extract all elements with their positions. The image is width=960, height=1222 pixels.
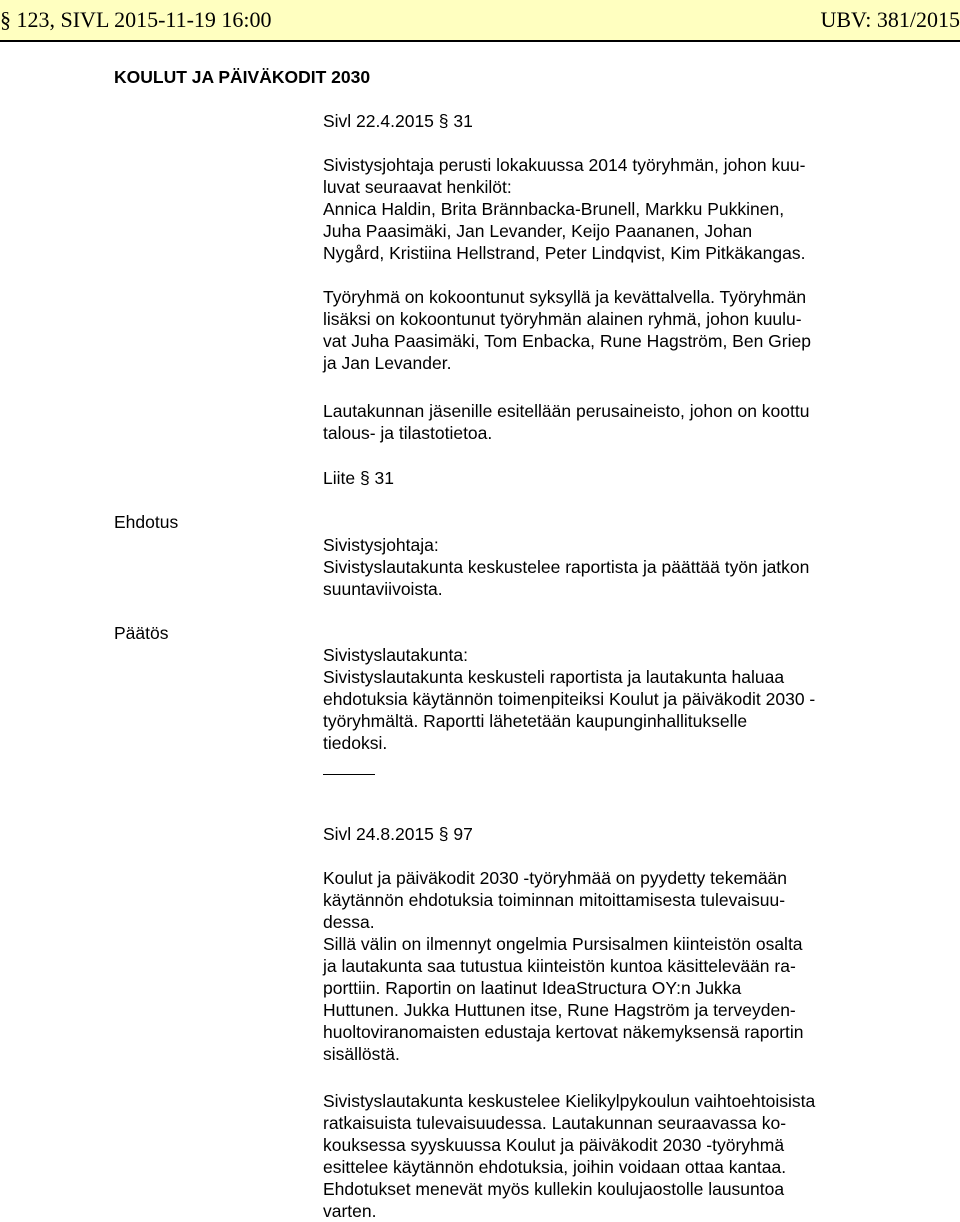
text-line: Koulut ja päiväkodit 2030 -työryhmää on pyydetty tekemään	[323, 868, 788, 888]
text-line: Sivistysjohtaja:	[323, 535, 439, 555]
attachment-reference: Liite § 31	[323, 468, 395, 488]
text-line: Nygård, Kristiina Hellstrand, Peter Lindqvist, Kim Pitkäkangas.	[323, 243, 806, 263]
text-line: ratkaisuista tulevaisuudessa. Lautakunnan seuraavassa ko-	[323, 1113, 787, 1133]
text-line: työryhmältä. Raportti lähetetään kaupunginhallitukselle	[323, 711, 748, 731]
text-line: Sillä välin on ilmennyt ongelmia Pursisalmen kiinteistön osalta	[323, 934, 803, 954]
decision-text	[323, 644, 883, 754]
paragraph-follow-up	[323, 867, 883, 1065]
text-line: vat Juha Paasimäki, Tom Enbacka, Rune Hagström, Ben Griep	[323, 331, 811, 351]
text-line: luvat seuraavat henkilöt:	[323, 177, 512, 197]
text-line: Sivistyslautakunta:	[323, 645, 468, 665]
text-line: talous- ja tilastotietoa.	[323, 423, 493, 443]
text-line: Työryhmä on kokoontunut syksyllä ja kevättalvella. Työryhmän	[323, 287, 807, 307]
text-line: Lautakunnan jäsenille esitellään perusaineisto, johon on koottu	[323, 401, 810, 421]
meeting-2-heading: Sivl 24.8.2015 § 97	[323, 824, 473, 844]
paragraph-material	[323, 400, 883, 444]
text-line: ja Jan Levander.	[323, 353, 452, 373]
text-line: Annica Haldin, Brita Brännbacka-Brunell, Markku Pukkinen,	[323, 199, 785, 219]
text-line: varten.	[323, 1201, 377, 1221]
text-line: porttiin. Raportin on laatinut IdeaStructura OY:n Jukka	[323, 978, 742, 998]
text-line: tiedoksi.	[323, 733, 388, 753]
paragraph-meetings	[323, 286, 883, 374]
text-line: Huttunen. Jukka Huttunen itse, Rune Hagström ja terveyden-	[323, 1000, 796, 1020]
text-line: esittelee käytännön ehdotuksia, joihin voidaan ottaa kantaa.	[323, 1157, 787, 1177]
text-line: sisällöstä.	[323, 1044, 400, 1064]
label-proposal: Ehdotus	[114, 512, 179, 532]
paragraph-language-school	[323, 1090, 883, 1222]
text-line: ja lautakunta saa tutustua kiinteistön kuntoa käsittelevään ra-	[323, 956, 796, 976]
text-line: Sivistyslautakunta keskusteli raportista ja lautakunta haluaa	[323, 667, 785, 687]
text-line: Ehdotukset menevät myös kullekin koulujaostolle lausuntoa	[323, 1179, 785, 1199]
meeting-1-heading: Sivl 22.4.2015 § 31	[323, 111, 473, 131]
label-decision: Päätös	[114, 623, 169, 643]
text-line: kouksessa syyskuussa Koulut ja päiväkodit 2030 -työryhmä	[323, 1135, 785, 1155]
text-line: Sivistysjohtaja perusti lokakuussa 2014 työryhmän, johon kuu-	[323, 155, 806, 175]
proposal-text	[323, 534, 883, 600]
text-line: lisäksi on kokoontunut työryhmän alainen ryhmä, johon kuulu-	[323, 309, 802, 329]
text-line: dessa.	[323, 912, 375, 932]
text-line: Juha Paasimäki, Jan Levander, Keijo Paananen, Johan	[323, 221, 753, 241]
separator-line	[323, 774, 375, 775]
text-line: Sivistyslautakunta keskustelee raportista ja päättää työn jatkon	[323, 557, 810, 577]
paragraph-working-group	[323, 154, 883, 264]
document-title: KOULUT JA PÄIVÄKODIT 2030	[114, 67, 371, 87]
text-line: huoltoviranomaisten edustaja kertovat näkemyksensä raportin	[323, 1022, 804, 1042]
document-header-bar	[0, 0, 960, 42]
text-line: ehdotuksia käytännön toimenpiteiksi Koulut ja päiväkodit 2030 -	[323, 689, 816, 709]
text-line: käytännön ehdotuksia toiminnan mitoittamisesta tulevaisuu-	[323, 890, 786, 910]
text-line: Sivistyslautakunta keskustelee Kielikylpykoulun vaihtoehtoisista	[323, 1091, 816, 1111]
text-line: suuntaviivoista.	[323, 579, 443, 599]
header-section-info: § 123, SIVL 2015-11-19 16:00	[0, 7, 272, 32]
header-reference-number: UBV: 381/2015	[820, 7, 960, 32]
